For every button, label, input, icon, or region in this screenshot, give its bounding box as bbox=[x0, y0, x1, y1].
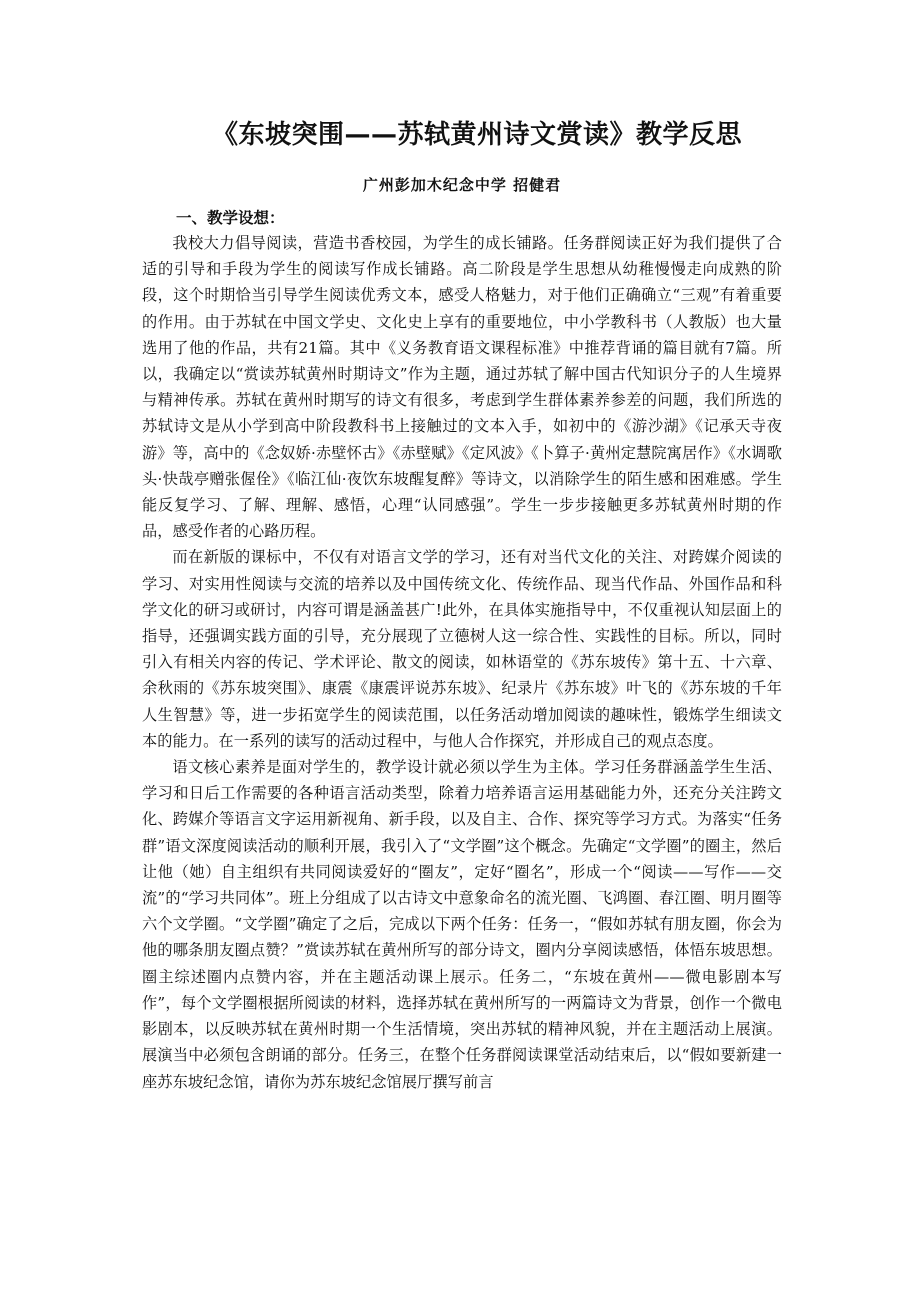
paragraph-3: 语文核心素养是面对学生的，教学设计就必须以学生为主体。学习任务群涵盖学生生活、学习和日后工作需要的各种语言活动类型，除着力培养语言运用基础能力外，还充分关注跨文化、跨媒介等语言文字运用新视角、新手段，以及自主、合作、探究等学习方式。为落实“任务群”语文深度阅读活动的顺利开展，我引入了“文学圈”这个概念。先确定“文学圈”的圈主，然后让他（她）自主组织有共同阅读爱好的“圈友”，定好“圈名”，形成一个“阅读——写作——交流”的“学习共同体”。班上分组成了以古诗文中意象命名的流光圈、飞鸿圈、春江圈、明月圈等六个文学圈。“文学圈”确定了之后，完成以下两个任务：任务一，“假如苏轼有朋友圈，你会为他的哪条朋友圈点赞？”赏读苏轼在黄州所写的部分诗文，圈内分享阅读感悟，体悟东坡思想。圈主综述圈内点赞内容，并在主题活动课上展示。任务二，“东坡在黄州——微电影剧本写作”，每个文学圈根据所阅读的材料，选择苏轼在黄州所写的一两篇诗文为背景，创作一个微电影剧本，以反映苏轼在黄州时期一个生活情境，突出苏轼的精神风貌，并在主题活动上展演。展演当中必须包含朗诵的部分。任务三，在整个任务群阅读课堂活动结束后，以“假如要新建一座苏东坡纪念馆，请你为苏东坡纪念馆展厅撰写前言 bbox=[142, 758, 782, 1091]
document-title: 《东坡突围——苏轼黄州诗文赏读》教学反思 bbox=[212, 120, 743, 150]
paragraph-1: 我校大力倡导阅读，营造书香校园，为学生的成长铺路。任务群阅读正好为我们提供了合适的引导和手段为学生的阅读写作成长铺路。高二阶段是学生思想从幼稚慢慢走向成熟的阶段，这个时期恰当引导学生阅读优秀文本，感受人格魅力，对于他们正确确立“三观”有着重要的作用。由于苏轼在中国文学史、文化史上享有的重要地位，中小学教科书（人教版）也大量选用了他的作品，共有21篇。其中《义务教育语文课程标准》中推荐背诵的篇目就有7篇。所以，我确定以“赏读苏轼黄州时期诗文”作为主题，通过苏轼了解中国古代知识分子的人生境界与精神传承。苏轼在黄州时期写的诗文有很多，考虑到学生群体素养参差的问题，我们所选的苏轼诗文是从小学到高中阶段教科书上接触过的文本入手，如初中的《游沙湖》《记承天寺夜游》等，高中的《念奴娇·赤壁怀古》《赤壁赋》《定风波》《卜算子·黄州定慧院寓居作》《水调歌头·快哉亭赠张偓佺》《临江仙·夜饮东坡醒复醉》等诗文，以消除学生的陌生感和困难感。学生能反复学习、了解、理解、感悟，心理“认同感强”。学生一步步接触更多苏轼黄州时期的作品，感受作者的心路历程。 bbox=[142, 234, 782, 541]
paragraph-2: 而在新版的课标中，不仅有对语言文学的学习，还有对当代文化的关注、对跨媒介阅读的学习、对实用性阅读与交流的培养以及中国传统文化、传统作品、现当代作品、外国作品和科学文化的研习或研讨，内容可谓是涵盖甚广!此外，在具体实施指导中，不仅重视认知层面上的指导，还强调实践方面的引导，充分展现了立德树人这一综合性、实践性的目标。所以，同时引入有相关内容的传记、学术评论、散文的阅读，如林语堂的《苏东坡传》第十五、十六章、余秋雨的《苏东坡突围》、康震《康震评说苏东坡》、纪录片《苏东坡》叶飞的《苏东坡的千年人生智慧》等，进一步拓宽学生的阅读范围，以任务活动增加阅读的趣味性，锻炼学生细读文本的能力。在一系列的读写的活动过程中，与他人合作探究，并形成自己的观点态度。 bbox=[142, 548, 782, 750]
author-line: 广州彭加木纪念中学 招健君 bbox=[362, 176, 562, 194]
section-heading: 一、教学设想： bbox=[176, 209, 285, 227]
document-page bbox=[142, 112, 782, 1095]
